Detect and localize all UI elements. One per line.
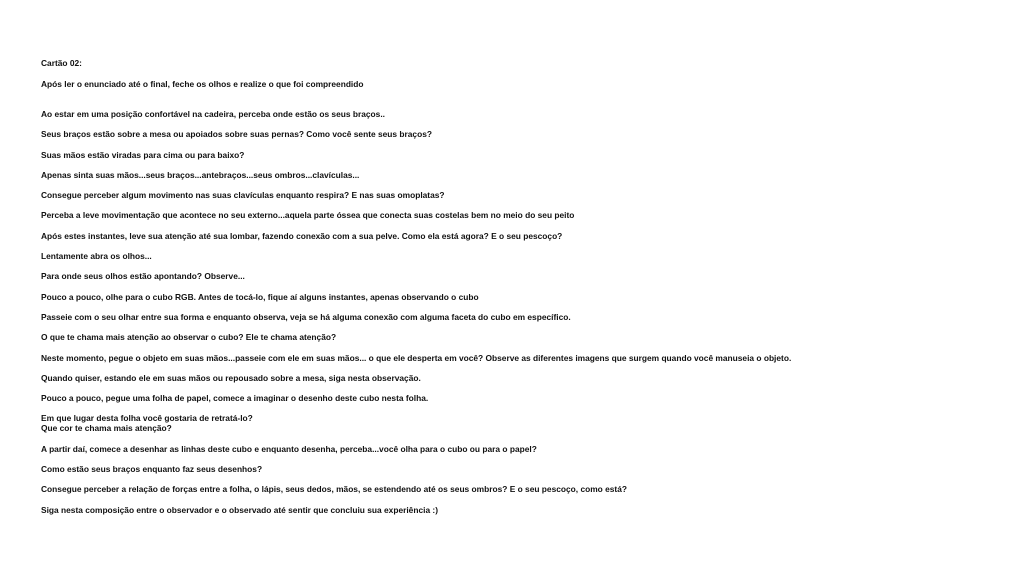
paragraph: Passeie com o seu olhar entre sua forma e enquanto observa, veja se há alguma conexão com alguma faceta do cubo em específico. — [41, 311, 571, 322]
paragraph: Neste momento, pegue o objeto em suas mãos...passeie com ele em suas mãos... o que ele desperta em você? Observe as diferentes imagens que surgem quando você manuseia o objeto. — [41, 352, 792, 363]
paragraph-line: Em que lugar desta folha você gostaria de retratá-lo? — [41, 413, 253, 424]
paragraph: Pouco a pouco, pegue uma folha de papel, comece a imaginar o desenho deste cubo nesta folha. — [41, 393, 429, 404]
paragraph: Ao estar em uma posição confortável na cadeira, perceba onde estão os seus braços.. — [41, 109, 385, 119]
paragraph: Quando quiser, estando ele em suas mãos ou repousado sobre a mesa, siga nesta observação. — [41, 372, 421, 383]
paragraph: Seus braços estão sobre a mesa ou apoiados sobre suas pernas? Como você sente seus braços? — [41, 129, 432, 140]
paragraph-line: Que cor te chama mais atenção? — [41, 423, 172, 434]
paragraph: Após estes instantes, leve sua atenção até sua lombar, fazendo conexão com a sua pelve. Como ela está agora? E o seu pescoço? — [41, 230, 563, 241]
card-title: Cartão 02: — [41, 58, 82, 68]
paragraph-multiline — [41, 413, 1001, 433]
paragraph: Siga nesta composição entre o observador e o observado até sentir que concluiu sua experiência :) — [41, 504, 439, 515]
paragraph: Consegue perceber a relação de forças entre a folha, o lápis, seus dedos, mãos, se estendendo até os seus ombros? E o seu pescoço, como está? — [41, 484, 627, 495]
paragraph: Lentamente abra os olhos... — [41, 251, 152, 262]
paragraph: Consegue perceber algum movimento nas suas clavículas enquanto respira? E nas suas omoplatas? — [41, 190, 445, 201]
paragraph: Perceba a leve movimentação que acontece no seu externo...aquela parte óssea que conecta suas costelas bem no meio do seu peito — [41, 210, 575, 221]
paragraph: O que te chama mais atenção ao observar o cubo? Ele te chama atenção? — [41, 332, 337, 343]
paragraph: A partir daí, comece a desenhar as linhas deste cubo e enquanto desenha, perceba...você olha para o cubo ou para o papel? — [41, 443, 537, 454]
paragraph: Apenas sinta suas mãos...seus braços...antebraços...seus ombros...clavículas... — [41, 169, 360, 180]
paragraph: Suas mãos estão viradas para cima ou para baixo? — [41, 149, 245, 160]
card-document — [41, 58, 1001, 525]
paragraph: Como estão seus braços enquanto faz seus desenhos? — [41, 464, 263, 475]
card-intro: Após ler o enunciado até o final, feche os olhos e realize o que foi compreendido — [41, 79, 364, 89]
paragraph: Pouco a pouco, olhe para o cubo RGB. Antes de tocá-lo, fique aí alguns instantes, apenas observando o cubo — [41, 291, 479, 302]
paragraph: Para onde seus olhos estão apontando? Observe... — [41, 271, 245, 282]
